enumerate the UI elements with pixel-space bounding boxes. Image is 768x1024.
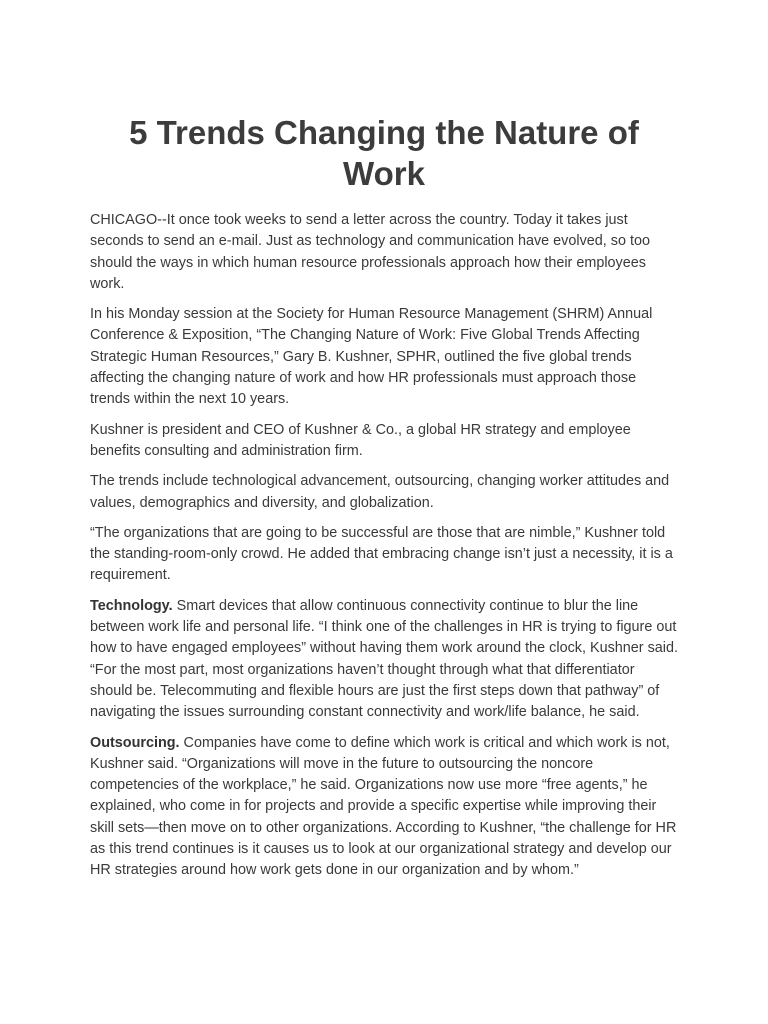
paragraph-session	[90, 304, 678, 410]
paragraph-kushner-bio	[90, 420, 678, 463]
paragraph-intro	[90, 210, 678, 295]
paragraph-lead-outsourcing: Outsourcing.	[90, 734, 180, 751]
paragraph-technology	[90, 596, 678, 724]
paragraph-outsourcing	[90, 733, 678, 882]
paragraph-text: “The organizations that are going to be successful are those that are nimble,” Kushner told the standing-room-only crowd. He added that embracing change isn’t just a necessity, it is a requirement.	[90, 524, 673, 584]
paragraph-text: Smart devices that allow continuous connectivity continue to blur the line between work life and personal life. “I think one of the challenges in HR is trying to figure out how to have engaged employees” without having them work around the clock, Kushner said. “For the most part, most organizations haven’t thought through what that differentiator should be. Telecommuting and flexible hours are just the first steps down that pathway” of navigating the issues surrounding constant connectivity and work/life balance, he said.	[90, 597, 678, 721]
paragraph-lead-technology: Technology.	[90, 597, 173, 614]
paragraph-text: The trends include technological advancement, outsourcing, changing worker attitudes and values, demographics and diversity, and globalization.	[90, 473, 670, 511]
paragraph-text: CHICAGO--It once took weeks to send a letter across the country. Today it takes just seconds to send an e-mail. Just as technology and communication have evolved, so too should the ways in which human resource professionals approach how their employees work.	[90, 212, 650, 292]
paragraph-trends-list	[90, 471, 678, 514]
paragraph-text: Kushner is president and CEO of Kushner & Co., a global HR strategy and employee benefits consulting and administration firm.	[90, 421, 631, 459]
paragraph-text: Companies have come to define which work is critical and which work is not, Kushner said. “Organizations will move in the future to outsourcing the noncore competencies of the workplace,” he said. Organizations now use more “free agents,” he explained, who come in for projects and provide a specific expertise while improving their skill sets—then move on to other organizations. According to Kushner, “the challenge for HR as this trend continues is it causes us to look at our organizational strategy and develop our HR strategies around how work gets done in our organization and by whom.”	[90, 734, 677, 879]
paragraph-nimble-quote	[90, 523, 678, 587]
paragraph-text: In his Monday session at the Society for Human Resource Management (SHRM) Annual Conference & Exposition, “The Changing Nature of Work: Five Global Trends Affecting Strategic Human Resources,” Gary B. Kushner, SPHR, outlined the five global trends affecting the changing nature of work and how HR professionals must approach those trends within the next 10 years.	[90, 306, 653, 408]
document-title: 5 Trends Changing the Nature of Work	[129, 114, 639, 192]
